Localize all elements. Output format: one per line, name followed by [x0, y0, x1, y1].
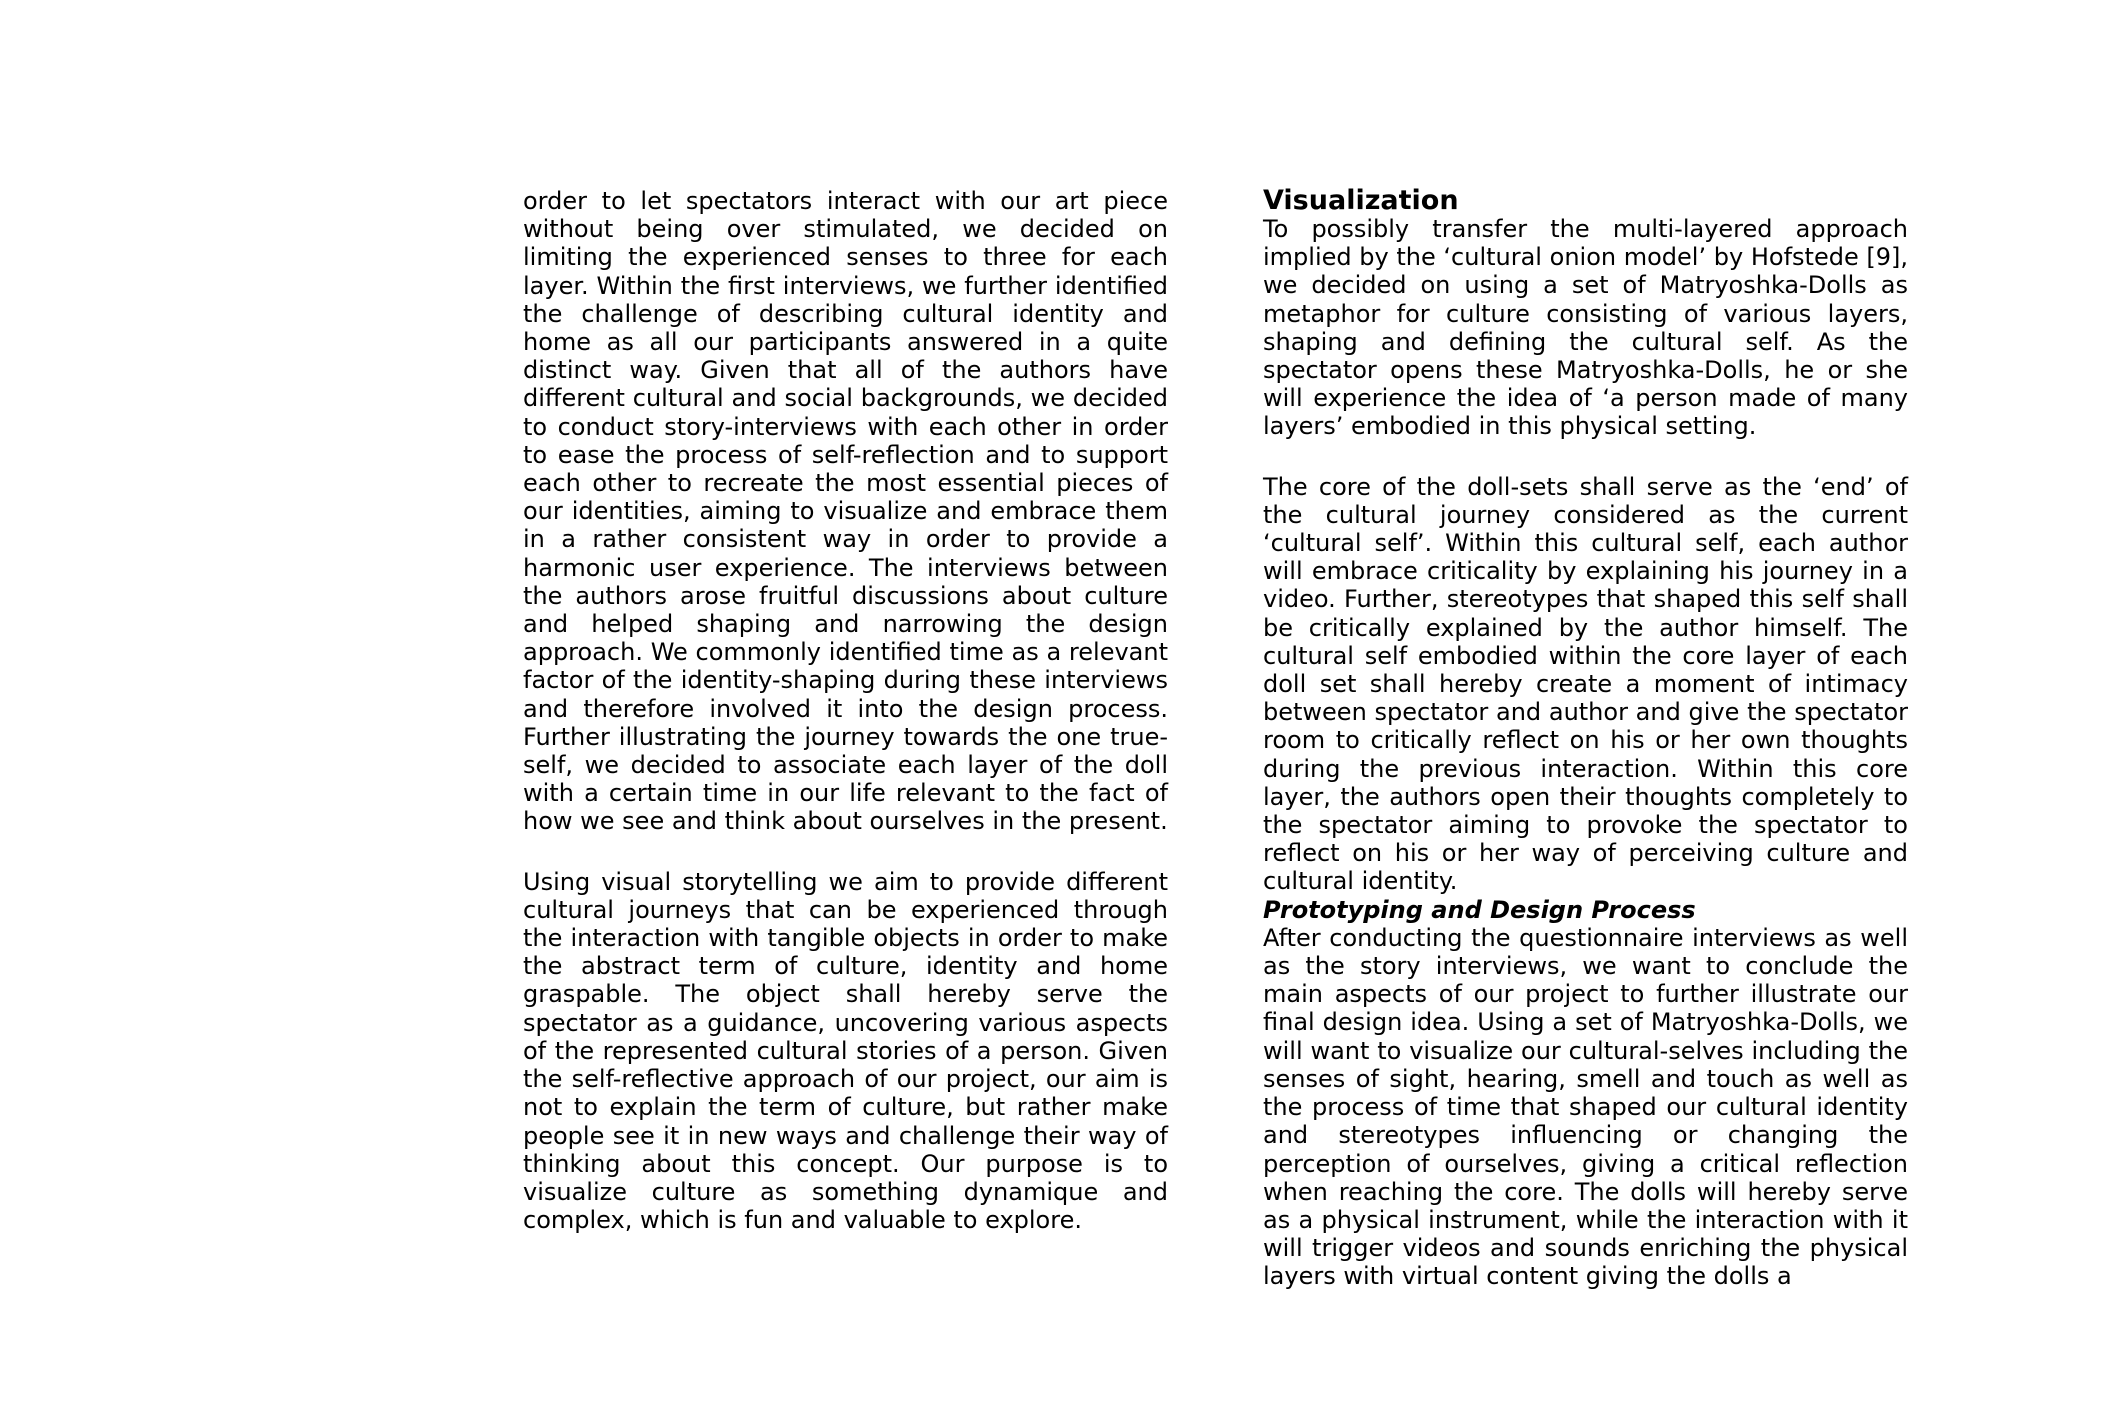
left-column: [523, 187, 1168, 1234]
body-paragraph: After conducting the questionnaire interviews as well as the story interviews, we want to conclude the main aspects of our project to further illustrate our final design idea. Using a set of Matryoshka-Dolls, we will want to visualize our cultural-selves including the senses of sight, hearing, smell and touch as well as the process of time that shaped our cultural identity and stereotypes influencing or changing the perception of ourselves, giving a critical reflection when reaching the core. The dolls will hereby serve as a physical instrument, while the interaction with it will trigger videos and sounds enriching the physical layers with virtual content giving the dolls a: [1263, 923, 1908, 1291]
subsection-heading: Prototyping and Design Process: [1263, 895, 1696, 924]
section-heading: Visualization: [1263, 185, 1459, 216]
body-paragraph: To possibly transfer the multi-layered approach implied by the ‘cultural onion model’ by Hofstede [9], we decided on using a set of Matryoshka-Dolls as metaphor for culture consisting of various layers, shaping and defining the cultural self. As the spectator opens these Matryoshka-Dolls, he or she will experience the idea of ‘a person made of many layers’ embodied in this physical setting.: [1263, 215, 1908, 441]
right-column: [1263, 187, 1908, 1291]
body-paragraph: Using visual storytelling we aim to provide different cultural journeys that can be experienced through the interaction with tangible objects in order to make the abstract term of culture, identity and home graspable. The object shall hereby serve the spectator as a guidance, uncovering various aspects of the represented cultural stories of a person. Given the self-reflective approach of our project, our aim is not to explain the term of culture, but rather make people see it in new ways and challenge their way of thinking about this concept. Our purpose is to visualize culture as something dynamique and complex, which is fun and valuable to explore.: [523, 867, 1168, 1235]
body-paragraph: order to let spectators interact with our art piece without being over stimulated, we decided on limiting the experienced senses to three for each layer. Within the first interviews, we further identified the challenge of describing cultural identity and home as all our participants answered in a quite distinct way. Given that all of the authors have different cultural and social backgrounds, we decided to conduct story-interviews with each other in order to ease the process of self-reflection and to support each other to recreate the most essential pieces of our identities, aiming to visualize and embrace them in a rather consistent way in order to provide a harmonic user experience. The interviews between the authors arose fruitful discussions about culture and helped shaping and narrowing the design approach. We commonly identified time as a relevant factor of the identity-shaping during these interviews and therefore involved it into the design process. Further illustrating the journey towards the one true-self, we decided to associate each layer of the doll with a certain time in our life relevant to the fact of how we see and think about ourselves in the present.: [523, 187, 1168, 836]
body-paragraph: The core of the doll-sets shall serve as the ‘end’ of the cultural journey considered as the current ‘cultural self’. Within this cultural self, each author will embrace criticality by explaining his journey in a video. Further, stereotypes that shaped this self shall be critically explained by the author himself. The cultural self embodied within the core layer of each doll set shall hereby create a moment of intimacy between spectator and author and give the spectator room to critically reflect on his or her own thoughts during the previous interaction. Within this core layer, the authors open their thoughts completely to the spectator aiming to provoke the spectator to reflect on his or her way of perceiving culture and cultural identity.: [1263, 472, 1908, 896]
